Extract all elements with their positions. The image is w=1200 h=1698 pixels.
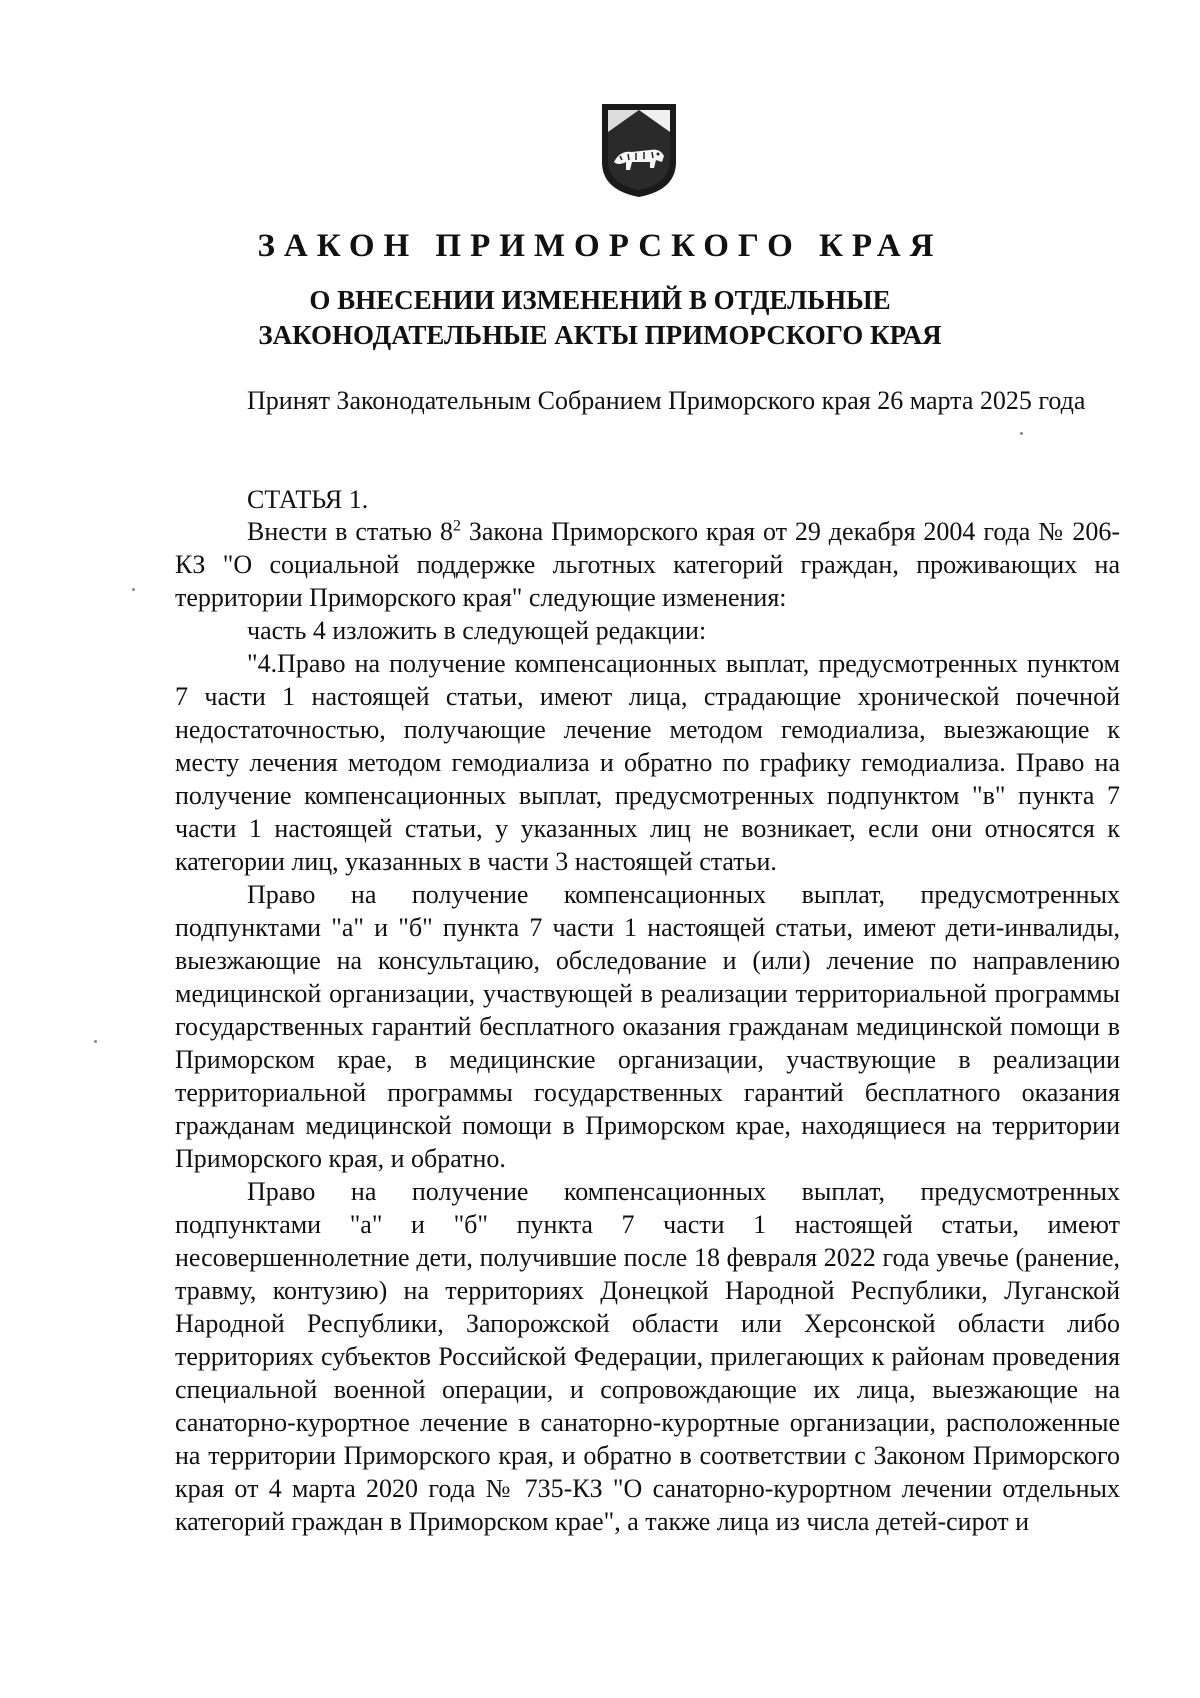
article-intro — [175, 515, 1120, 614]
article-paragraph: "4.Право на получение компенсационных выплат, предусмотренных пунктом 7 части 1 настоящей статьи, имеют лица, страдающие хронической почечной недостаточностью, получающие лечение методом гемодиализа, выезжающие к месту лечения методом гемодиализа и обратно по графику гемодиализа. Право на получение компенсационных выплат, предусмотренных подпунктом "в" пункта 7 части 1 настоящей статьи, у указанных лиц не возникает, если они относятся к категории лиц, указанных в части 3 настоящей статьи. — [175, 649, 1120, 876]
article-paragraph: Право на получение компенсационных выплат, предусмотренных подпунктами "а" и "б" пункта 7 части 1 настоящей статьи, имеют несовершеннолетние дети, получившие после 18 февраля 2022 года увечье (ранение, травму, контузию) на территориях Донецкой Народной Республики, Луганской Народной Республики, Запорожской области или Херсонской области либо территориях субъектов Российской Федерации, прилегающих к районам проведения специальной военной операции, и сопровождающие их лица, выезжающие на санаторно-курортное лечение в санаторно-курортные организации, расположенные на территории Приморского края, и обратно в соответствии с Законом Приморского края от 4 марта 2020 года № 735-КЗ "О санаторно-курортном лечении отдельных категорий граждан в Приморском крае", а также лица из числа детей-сирот и — [175, 1177, 1120, 1536]
law-subtitle-line-1: О ВНЕСЕНИИ ИЗМЕНЕНИЙ В ОТДЕЛЬНЫЕ — [309, 285, 891, 315]
scan-speck — [94, 1040, 97, 1043]
article-intro-rest: Закона Приморского края от 29 декабря 2004 года № 206-КЗ "О социальной поддержке льготных категорий граждан, проживающих на территории Приморского края" следующие изменения: — [175, 517, 1120, 612]
law-subtitle-line-2: ЗАКОНОДАТЕЛЬНЫЕ АКТЫ ПРИМОРСКОГО КРАЯ — [258, 320, 942, 350]
article-heading: СТАТЬЯ 1. — [247, 485, 369, 514]
article-body — [175, 515, 1120, 1538]
law-title: ЗАКОН ПРИМОРСКОГО КРАЯ — [257, 228, 943, 264]
coat-of-arms-icon — [598, 100, 680, 200]
law-subtitle — [0, 283, 1200, 353]
scan-speck — [1020, 432, 1023, 435]
scan-speck — [132, 588, 135, 591]
adoption-statement: Принят Законодательным Собранием Приморского края 26 марта 2025 года — [247, 386, 1086, 415]
article-intro-start: Внести в статью 8 — [247, 517, 453, 546]
article-instruction: часть 4 изложить в следующей редакции: — [247, 616, 707, 645]
article-intro-superscript: 2 — [452, 517, 461, 535]
article-paragraph: Право на получение компенсационных выплат, предусмотренных подпунктами "а" и "б" пункта 7 части 1 настоящей статьи, имеют дети-инвалиды, выезжающие на консультацию, обследование и (или) лечение по направлению медицинской организации, участвующей в реализации территориальной программы государственных гарантий бесплатного оказания гражданам медицинской помощи в Приморском крае, в медицинские организации, участвующие в реализации территориальной программы государственных гарантий бесплатного оказания гражданам медицинской помощи в Приморском крае, находящиеся на территории Приморского края, и обратно. — [175, 880, 1120, 1173]
